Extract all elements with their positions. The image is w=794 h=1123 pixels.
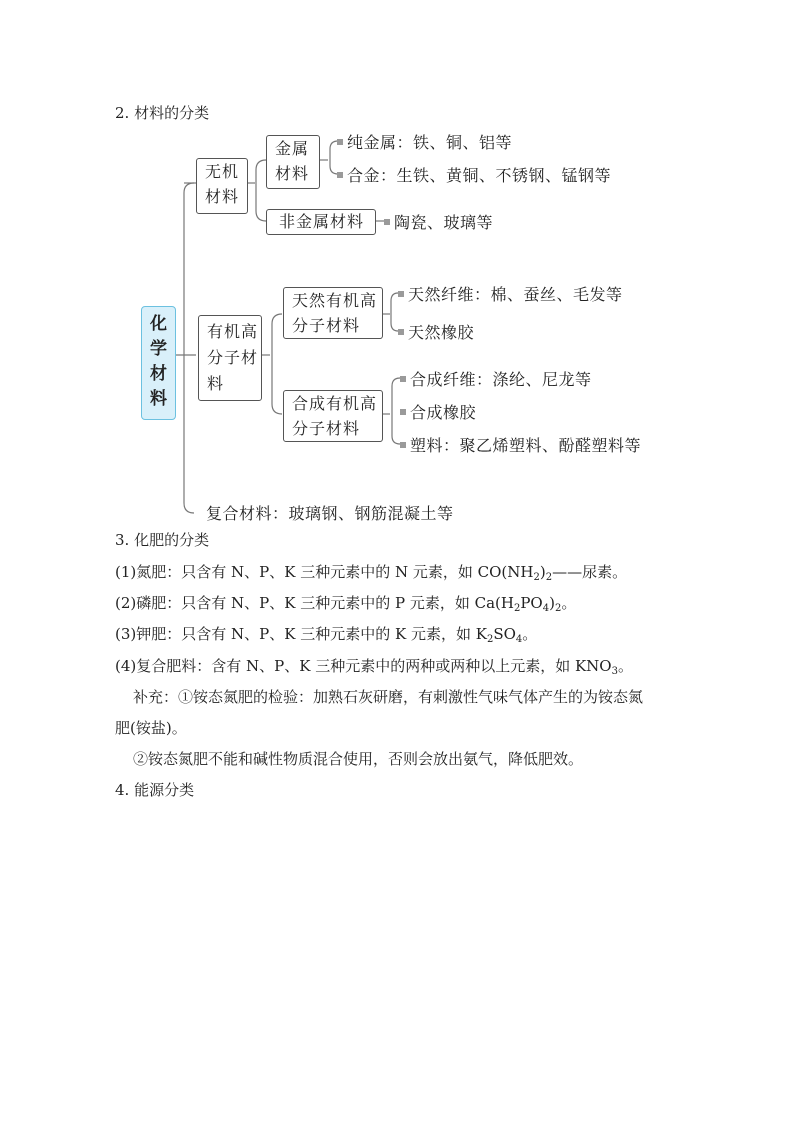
box-line: 天然有机高: [292, 291, 378, 310]
line-text: (1)氮肥：只含有 N、P、K 三种元素中的 N 元素，如 CO(NH: [115, 563, 534, 581]
line-text: PO: [520, 594, 543, 612]
root-char: 化: [150, 314, 167, 334]
line-text: ——尿素。: [552, 563, 628, 581]
item-text: 陶瓷、玻璃等: [394, 213, 494, 232]
subscript: 2: [486, 634, 494, 645]
nonmetal-materials-box: [266, 209, 376, 235]
box-line: 材料: [205, 187, 240, 206]
bullet-icon: [337, 139, 343, 145]
tree-item: [400, 433, 641, 456]
subscript: 2: [533, 572, 540, 583]
subscript: 2: [545, 572, 553, 583]
composite-materials-item: 复合材料：玻璃钢、钢筋混凝土等: [206, 504, 454, 523]
box-line: 材料: [275, 164, 310, 183]
item-text: 合金：生铁、黄铜、不锈钢、锰钢等: [347, 166, 612, 185]
box-line: 有机高: [207, 322, 259, 341]
line-text: ): [549, 594, 555, 612]
box-line: 分子材料: [292, 316, 361, 335]
line-text: (4)复合肥料：含有 N、P、K 三种元素中的两种或两种以上元素，如 KNO: [115, 657, 612, 675]
line-text: (3)钾肥：只含有 N、P、K 三种元素中的 K 元素，如 K: [115, 625, 487, 643]
tree-item: [398, 282, 623, 305]
section-heading-fertilizers: 3. 化肥的分类: [115, 531, 210, 549]
inorganic-materials-box: [196, 158, 248, 214]
fertilizer-phosphorus-line: [115, 592, 576, 613]
supplement-line-2: 肥(铵盐)。: [115, 719, 187, 737]
bullet-icon: [398, 291, 404, 297]
item-text: 天然橡胶: [408, 323, 475, 342]
tree-item: [400, 400, 476, 423]
bullet-icon: [400, 409, 406, 415]
bullet-icon: [337, 172, 343, 178]
box-line: 合成有机高: [292, 394, 378, 413]
box-line: 分子材: [207, 348, 259, 367]
tree-item: [400, 367, 592, 390]
metal-materials-box: [266, 135, 320, 189]
line-text: SO: [493, 625, 516, 643]
supplement-line-3: ②铵态氮肥不能和碱性物质混合使用，否则会放出氨气，降低肥效。: [133, 750, 584, 768]
box-line: 金属: [275, 139, 310, 158]
fertilizer-nitrogen-line: [115, 561, 627, 582]
fertilizer-compound-line: [115, 655, 633, 676]
box-line: 无机: [205, 162, 240, 181]
subscript: 3: [611, 666, 618, 677]
tree-item: [337, 163, 611, 186]
item-text: 塑料：聚乙烯塑料、酚醛塑料等: [410, 436, 642, 455]
bullet-icon: [400, 376, 406, 382]
bullet-icon: [398, 329, 404, 335]
fertilizer-potassium-line: [115, 623, 537, 644]
tree-connectors: [0, 0, 794, 560]
root-char: 材: [150, 364, 167, 384]
bullet-icon: [384, 219, 390, 225]
line-text: ): [539, 563, 546, 581]
subscript: 2: [554, 603, 562, 614]
item-text: 天然纤维：棉、蚕丝、毛发等: [408, 285, 623, 304]
box-line: 非金属材料: [279, 212, 365, 231]
tree-item: [398, 320, 474, 343]
subscript: 2: [513, 603, 521, 614]
box-line: 分子材料: [292, 419, 361, 438]
bullet-icon: [400, 442, 406, 448]
root-char: 料: [150, 389, 167, 409]
subscript: 4: [515, 634, 523, 645]
line-text: 。: [561, 594, 577, 612]
section-heading-energy: 4. 能源分类: [115, 781, 195, 799]
tree-item: [337, 130, 512, 153]
supplement-line-1: 补充：①铵态氮肥的检验：加熟石灰研磨，有刺激性气味气体产生的为铵态氮: [133, 688, 644, 706]
organic-polymer-box: [198, 315, 262, 401]
item-text: 纯金属：铁、铜、铝等: [347, 133, 513, 152]
section-heading-materials: 2. 材料的分类: [115, 104, 210, 122]
item-text: 合成橡胶: [410, 403, 477, 422]
tree-item: [384, 210, 493, 233]
chemical-materials-root: [141, 306, 176, 420]
line-text: 。: [617, 657, 633, 675]
natural-polymer-box: [283, 287, 383, 339]
line-text: 。: [522, 625, 538, 643]
root-char: 学: [150, 339, 167, 359]
item-text: 合成纤维：涤纶、尼龙等: [410, 370, 592, 389]
subscript: 4: [542, 603, 550, 614]
synthetic-polymer-box: [283, 390, 383, 442]
box-line: 料: [207, 374, 225, 393]
line-text: (2)磷肥：只含有 N、P、K 三种元素中的 P 元素，如 Ca(H: [115, 594, 514, 612]
